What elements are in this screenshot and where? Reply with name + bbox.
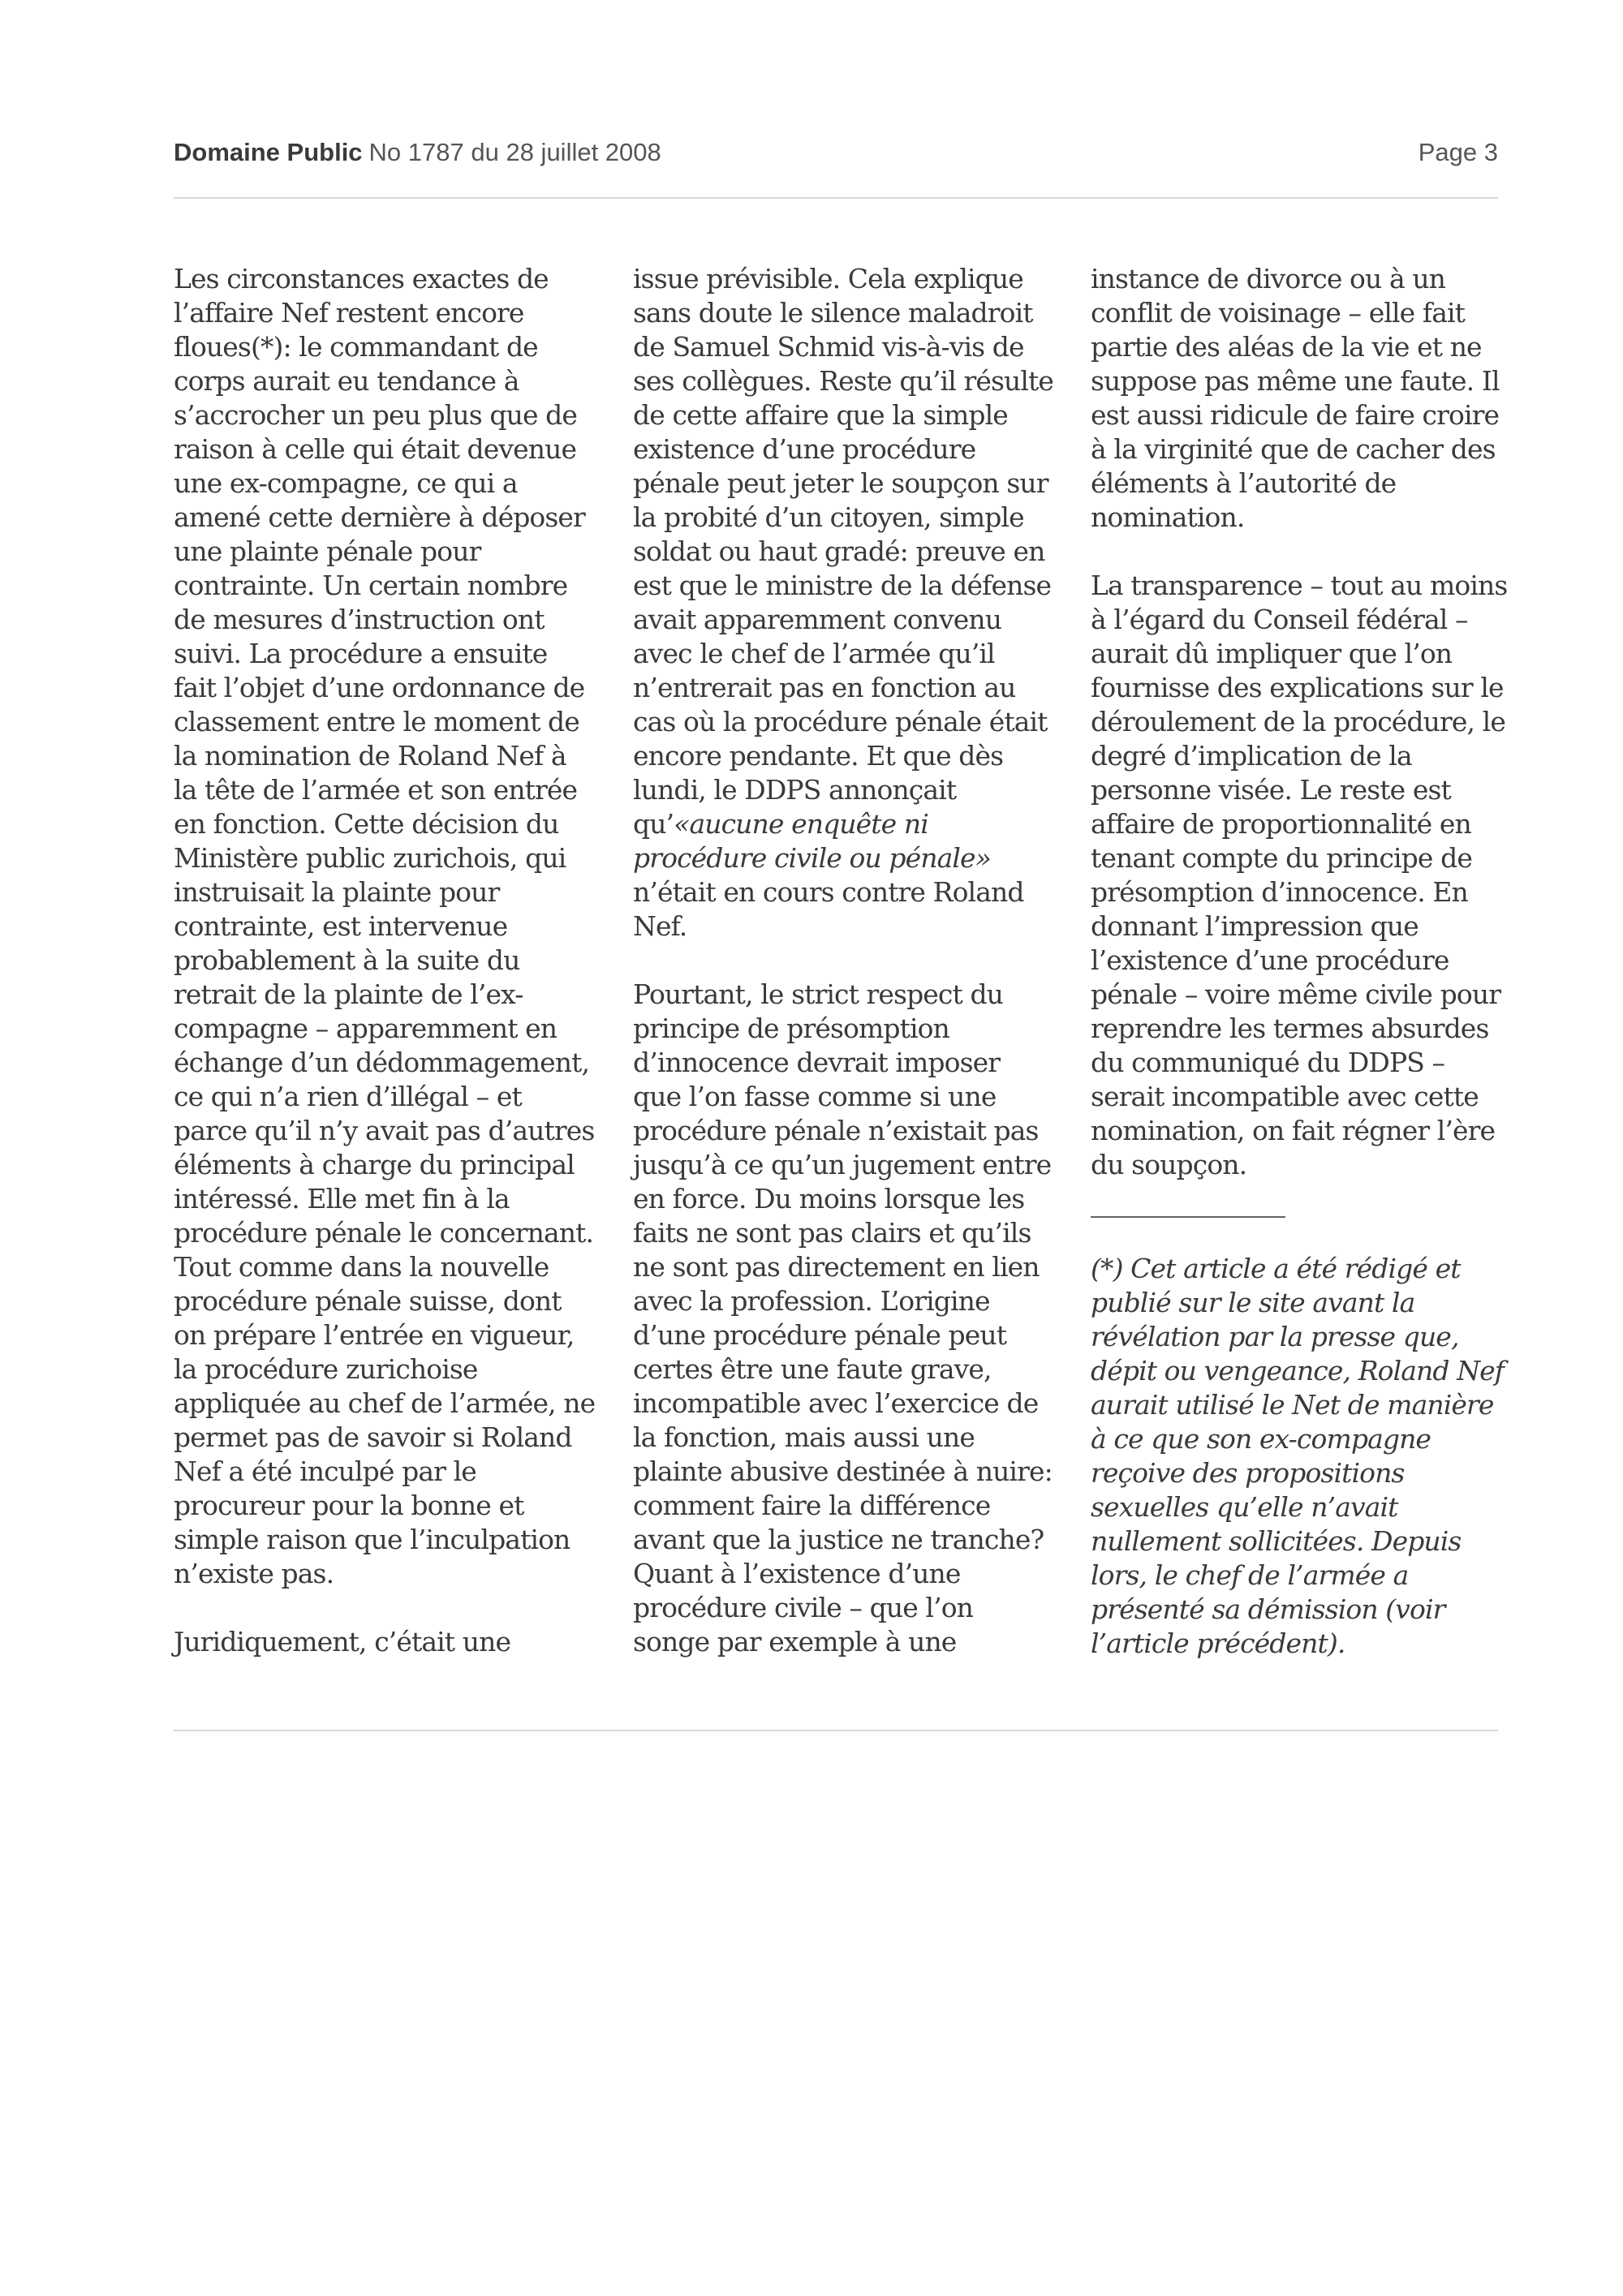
footer-rule	[174, 1730, 1498, 1731]
footnote-separator	[1091, 1216, 1285, 1218]
paragraph: Juridiquement, c’était une	[174, 1626, 511, 1658]
article-column-3	[1091, 262, 1513, 1695]
paragraph: instance de divorce ou à un conflit de voisinage – elle fait partie des aléas de la vie et ne suppose pas même une faute. Il est aussi ridicule de faire croire à la virginité que de cacher des éléments à l’autorité de nomination.	[1091, 263, 1500, 533]
publication-name: Domaine Public	[174, 138, 363, 166]
paragraph: Les circonstances exactes de l’affaire Nef restent encore floues(*): le commandant de corps aurait eu tendance à s’accrocher un peu plus que de raison à celle qui était devenue une ex-compagne, ce qui a amené cette dernière à déposer une plainte pénale pour contrainte. Un certain nombre de mesures d’instruction ont suivi. La procédure a ensuite fait l’objet d’une ordonnance de classement entre le moment de la nomination de Roland Nef à la tête de l’armée et son entrée en fonction. Cette décision du Ministère public zurichois, qui instruisait la plainte pour contrainte, est intervenue probablement à la suite du retrait de la plainte de l’ex-compagne – apparemment en échange d’un dédommagement, ce qui n’a rien d’illégal – et parce qu’il n’y avait pas d’autres éléments à charge du principal intéressé. Elle met fin à la procédure pénale le concernant. Tout comme dans la nouvelle procédure pénale suisse, dont on prépare l’entrée en vigueur, la procédure zurichoise appliquée au chef de l’armée, ne permet pas de savoir si Roland Nef a été inculpé par le procureur pour la bonne et simple raison que l’inculpation n’existe pas.	[174, 263, 596, 1589]
issue-info: No 1787 du 28 juillet 2008	[368, 138, 661, 166]
article-column-2	[633, 262, 1055, 1693]
header-rule	[174, 197, 1498, 199]
paragraph: La transparence – tout au moins à l’égard du Conseil fédéral – aurait dû impliquer que l’on fournisse des explications sur le déroulement de la procédure, le degré d’implication de la personne visée. Le reste est affaire de proportionnalité en tenant compte du principe de présomption d’innocence. En donnant l’impression que l’existence d’une procédure pénale – voire même civile pour reprendre les termes absurdes du communiqué du DDPS – serait incompatible avec cette nomination, on fait régner l’ère du soupçon.	[1091, 570, 1508, 1180]
quote: «aucune enquête ni procédure civile ou pénale»	[633, 808, 991, 874]
paragraph-text: n’était en cours contre Roland Nef.	[633, 876, 1024, 942]
paragraph: Pourtant, le strict respect du principe de présomption d’innocence devrait imposer que l’on fasse comme si une procédure pénale n’existait pas jusqu’à ce qu’un jugement entre en force. Du moins lorsque les faits ne sont pas clairs et qu’ils ne sont pas directement en lien avec la profession. L’origine d’une procédure pénale peut certes être une faute grave, incompatible avec l’exercice de la fonction, mais aussi une plainte abusive destinée à nuire: comment faire la différence avant que la justice ne tranche? Quant à l’existence d’une procédure civile – que l’on songe par exemple à une	[633, 978, 1053, 1658]
paragraph-text: issue prévisible. Cela explique sans doute le silence maladroit de Samuel Schmid vis-à-vis de ses collègues. Reste qu’il résulte de cette affaire que la simple existence d’une procédure pénale peut jeter le soupçon sur la probité d’un citoyen, simple soldat ou haut gradé: preuve en est que le ministre de la défense avait apparemment convenu avec le chef de l’armée qu’il n’entrerait pas en fonction au cas où la procédure pénale était encore pendante. Et que dès lundi, le DDPS annonçait qu’	[633, 263, 1053, 840]
page-header	[174, 136, 1498, 169]
article-column-1	[174, 262, 596, 1693]
footnote: (*) Cet article a été rédigé et publié sur le site avant la révélation par la presse que, dépit ou vengeance, Roland Nef aurait utilisé le Net de manière à ce que son ex-compagne reçoive des propositions sexuelles qu’elle n’avait nullement sollicitées. Depuis lors, le chef de l’armée a présenté sa démission (voir l’article précédent).	[1091, 1253, 1505, 1659]
paragraph	[633, 262, 1055, 944]
page-number: Page 3	[1418, 138, 1498, 166]
